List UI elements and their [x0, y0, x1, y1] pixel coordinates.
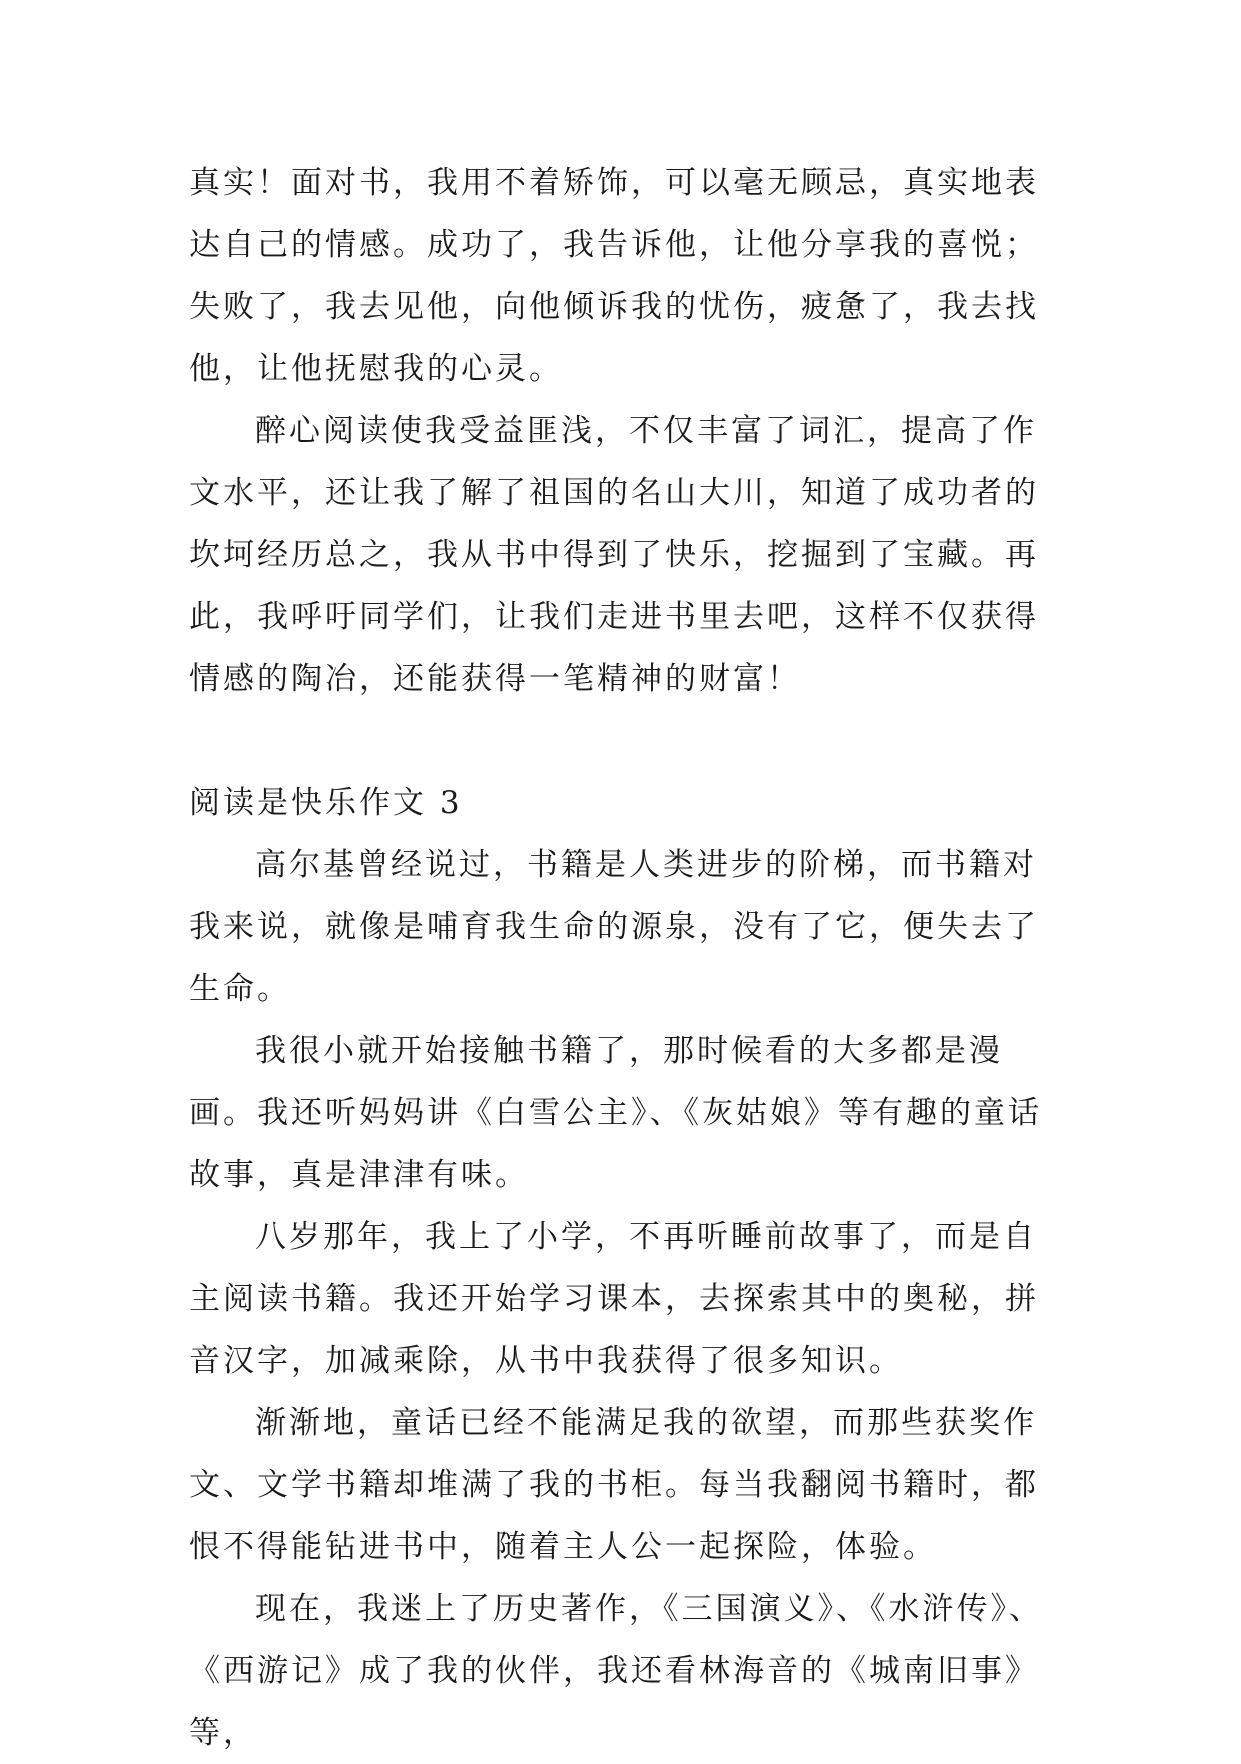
section-spacer: [189, 710, 1057, 772]
paragraph: 渐渐地，童话已经不能满足我的欲望，而那些获奖作文、文学书籍却堆满了我的书柜。每当我翻阅书籍时，都恨不得能钻进书中，随着主人公一起探险，体验。: [189, 1405, 1039, 1565]
paragraph: 我很小就开始接触书籍了，那时候看的大多都是漫画。我还听妈妈讲《白雪公主》、《灰姑娘》等有趣的童话故事，真是津津有味。: [189, 1033, 1042, 1193]
paragraph: 高尔基曾经说过，书籍是人类进步的阶梯，而书籍对我来说，就像是哺育我生命的源泉，没有了它，便失去了生命。: [189, 847, 1039, 1007]
paragraph: 八岁那年，我上了小学，不再听睡前故事了，而是自主阅读书籍。我还开始学习课本，去探索其中的奥秘，拼音汉字，加减乘除，从书中我获得了很多知识。: [189, 1219, 1039, 1379]
paragraph: 醉心阅读使我受益匪浅，不仅丰富了词汇，提高了作文水平，还让我了解了祖国的名山大川，知道了成功者的坎坷经历总之，我从书中得到了快乐，挖掘到了宝藏。再此，我呼吁同学们，让我们走进书里去吧，这样不仅获得情感的陶冶，还能获得一笔精神的财富！: [189, 413, 1039, 697]
section-title: 阅读是快乐作文 3: [189, 785, 463, 821]
paragraph-continued: 真实！面对书，我用不着矫饰，可以毫无顾忌，真实地表达自己的情感。成功了，我告诉他，让他分享我的喜悦；失败了，我去见他，向他倾诉我的忧伤，疲惫了，我去找他，让他抚慰我的心灵。: [189, 165, 1039, 387]
paragraph: 现在，我迷上了历史著作，《三国演义》、《水浒传》、《西游记》成了我的伙伴，我还看林海音的《城南旧事》等，: [189, 1591, 1043, 1751]
document-body: [189, 152, 1057, 1764]
